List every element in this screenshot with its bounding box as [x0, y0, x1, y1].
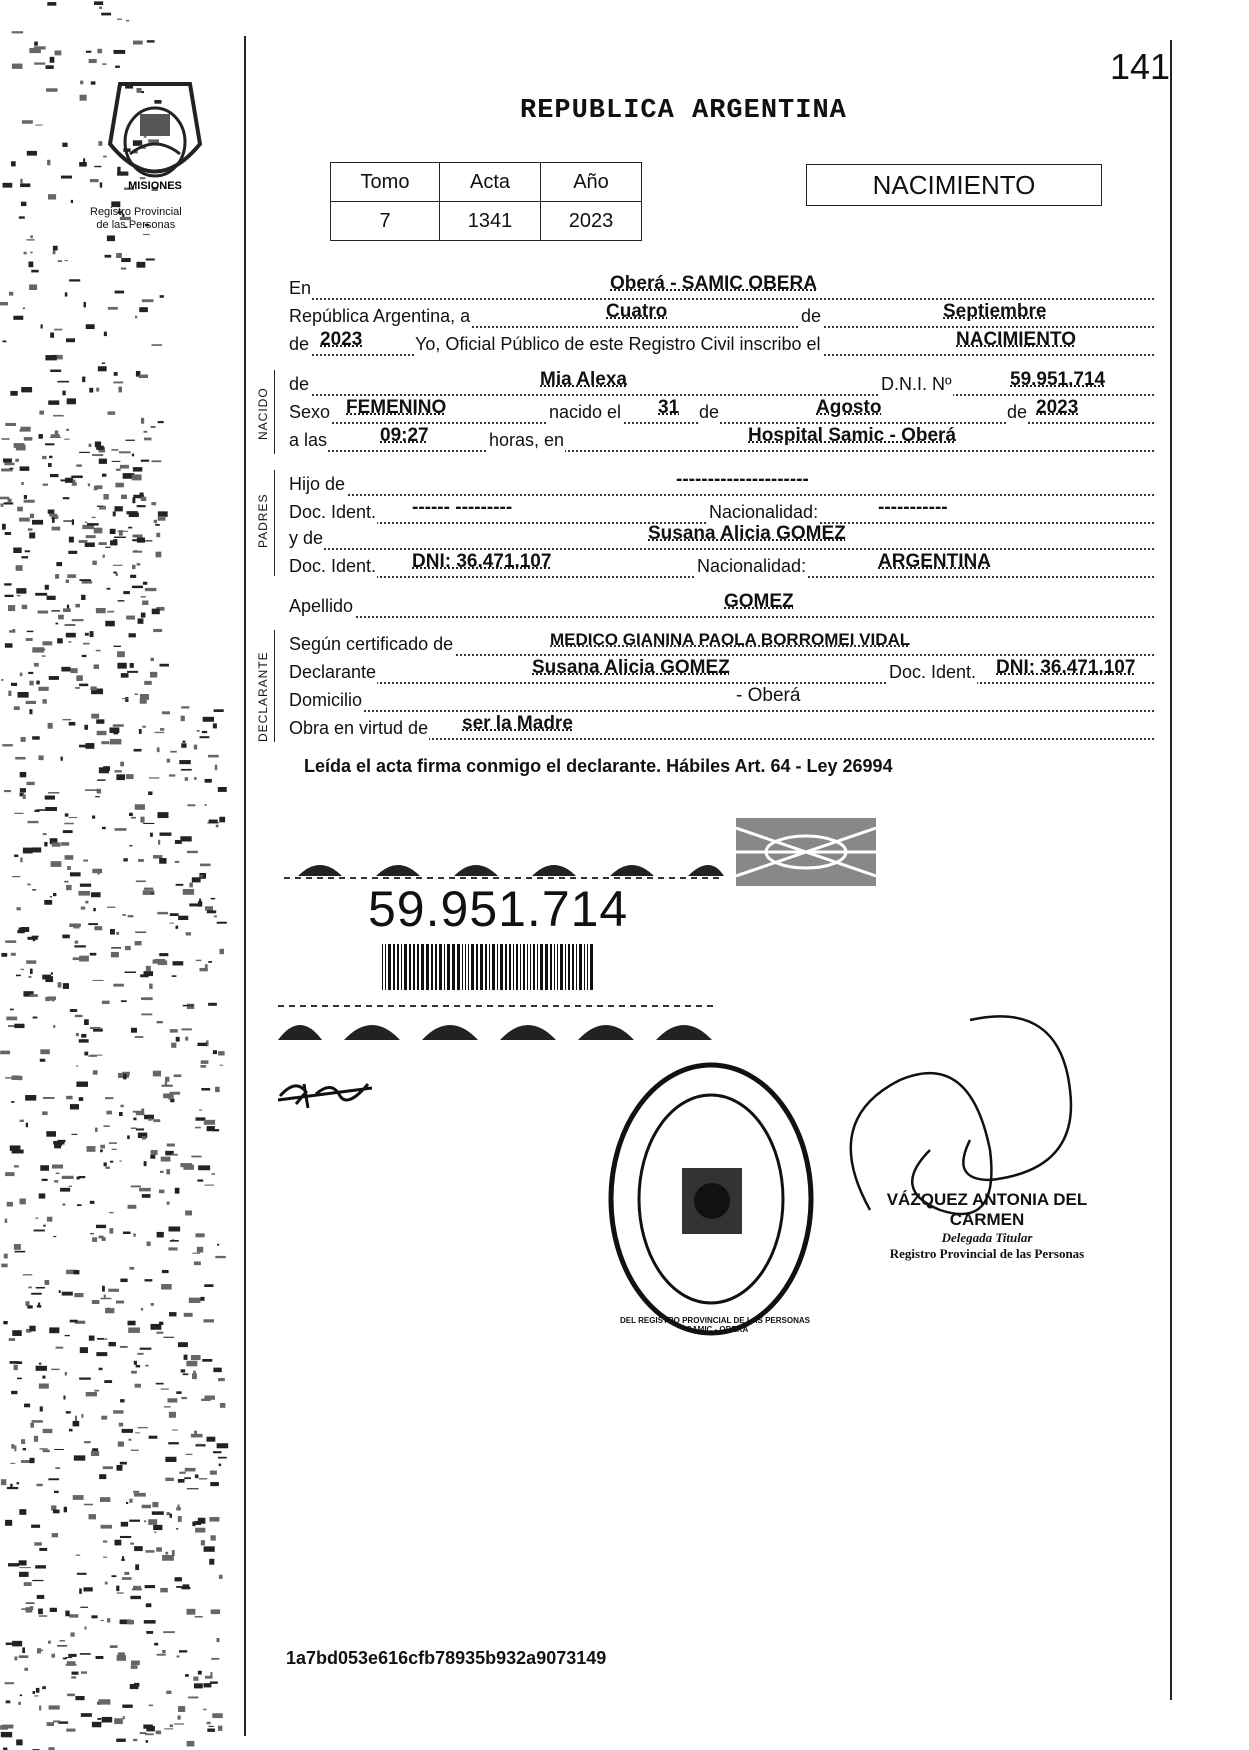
official-name: VÁZQUEZ ANTONIA DEL CARMEN [886, 1190, 1088, 1229]
value-declarant-doc: DNI: 36.471.107 [996, 657, 1136, 678]
value-certificate: MEDICO GIANINA PAOLA BORROMEI VIDAL [550, 630, 911, 649]
value-dni: 59.951.714 [1010, 369, 1106, 390]
label-a-las: a las [288, 426, 328, 454]
registry-label-line2: de las Personas [96, 219, 176, 231]
value-tomo: 7 [331, 202, 440, 241]
label-apellido: Apellido [288, 592, 354, 620]
official-round-stamp [606, 1060, 816, 1338]
value-name: Mia Alexa [540, 369, 627, 390]
value-mother-doc: DNI: 36.471.107 [412, 551, 552, 572]
registry-logo-text: MISIONES [128, 180, 182, 192]
label-virtud: Obra en virtud de [288, 714, 429, 742]
value-declarant: Susana Alicia GOMEZ [532, 657, 730, 678]
row-virtue [288, 714, 1154, 742]
value-father: --------------------- [676, 469, 809, 490]
registry-label [90, 206, 182, 232]
label-de-birth-year: de [1006, 398, 1028, 426]
value-day-word: Cuatro [606, 301, 668, 322]
value-acta: 1341 [440, 202, 541, 241]
value-birth-year: 2023 [1036, 397, 1079, 418]
value-mother-nationality: ARGENTINA [878, 551, 991, 572]
label-doc-father: Doc. Ident. [288, 498, 377, 526]
scan-noise [0, 0, 236, 1750]
label-republica: República Argentina, a [288, 302, 471, 330]
label-de-year: de [288, 330, 310, 358]
value-virtue: ser la Madre [462, 713, 573, 734]
label-nacido: nacido el [548, 398, 622, 426]
security-hologram [736, 818, 876, 886]
value-mother: Susana Alicia GOMEZ [648, 523, 846, 544]
header-tomo: Tomo [331, 163, 440, 202]
round-stamp-text: DEL REGISTRO PROVINCIAL DE LAS PERSONAS · SAMIC - OBERÁ [620, 1316, 810, 1334]
label-declarante: Declarante [288, 658, 377, 686]
label-doc-mother: Doc. Ident. [288, 552, 377, 580]
register-table [330, 162, 642, 241]
barcode [382, 944, 604, 990]
value-month: Septiembre [943, 301, 1047, 322]
value-address: - Oberá [736, 685, 801, 706]
row-declarant [288, 658, 1154, 686]
legal-text: Leída el acta firma conmigo el declarante. Hábiles Art. 64 - Ley 26994 [304, 756, 893, 776]
label-y-de: y de [288, 524, 324, 552]
label-de-birth: de [698, 398, 720, 426]
label-hijo: Hijo de [288, 470, 346, 498]
official-role: Delegada Titular [941, 1230, 1033, 1245]
row-surname [288, 592, 1154, 620]
official-office: Registro Provincial de las Personas [889, 1246, 1085, 1261]
row-oficial [288, 330, 1154, 358]
section-nacido: NACIDO [256, 387, 270, 440]
label-dni: D.N.I. Nº [880, 370, 953, 398]
value-year: 2023 [320, 329, 363, 350]
value-time: 09:27 [380, 425, 429, 446]
header-ano: Año [541, 163, 642, 202]
label-sexo: Sexo [288, 398, 331, 426]
label-horas: horas, en [488, 426, 565, 454]
padres-divider [274, 470, 275, 576]
nacido-divider [274, 370, 275, 454]
label-nationality-mother: Nacionalidad: [696, 552, 807, 580]
initials-signature [276, 1074, 376, 1110]
declarante-divider [274, 630, 275, 742]
label-en: En [288, 274, 312, 302]
label-doc-declarant: Doc. Ident. [888, 658, 977, 686]
value-father-nationality: ----------- [878, 497, 948, 518]
registry-label-line1: Registro Provincial [90, 206, 182, 218]
section-declarante: DECLARANTE [256, 651, 270, 742]
scan-noise-strip [0, 0, 236, 1750]
row-mother-doc [288, 552, 1154, 580]
country-title: REPUBLICA ARGENTINA [520, 96, 847, 126]
page-number: 141 [1110, 46, 1171, 87]
registry-shield-logo [100, 74, 210, 204]
value-birth-month: Agosto [816, 397, 882, 418]
security-band-bottom [278, 1004, 718, 1044]
value-act-type: NACIMIENTO [956, 329, 1076, 350]
header-acta: Acta [440, 163, 541, 202]
label-de: de [800, 302, 822, 330]
document-hash: 1a7bd053e616cfb78935b932a9073149 [286, 1648, 607, 1668]
row-time [288, 426, 1154, 454]
label-nationality-father: Nacionalidad: [708, 498, 819, 526]
label-certificado: Según certificado de [288, 630, 454, 658]
value-place: Oberá - SAMIC OBERA [610, 273, 817, 294]
section-padres: PADRES [256, 493, 270, 548]
value-sex: FEMENINO [346, 397, 447, 418]
value-birth-day: 31 [658, 397, 680, 418]
value-father-doc: ------ --------- [412, 497, 513, 518]
value-birth-place: Hospital Samic - Oberá [748, 425, 957, 446]
right-margin-line [1170, 40, 1172, 1700]
row-address [288, 686, 1154, 714]
document-type-box: NACIMIENTO [806, 164, 1102, 206]
label-oficial: Yo, Oficial Público de este Registro Civil inscribo el [414, 330, 822, 358]
label-domicilio: Domicilio [288, 686, 363, 714]
left-margin-line [244, 36, 246, 1736]
label-de-name: de [288, 370, 310, 398]
official-stamp-text [852, 1190, 1122, 1262]
value-surname: GOMEZ [724, 591, 794, 612]
value-ano: 2023 [541, 202, 642, 241]
dni-large: 59.951.714 [368, 881, 629, 937]
